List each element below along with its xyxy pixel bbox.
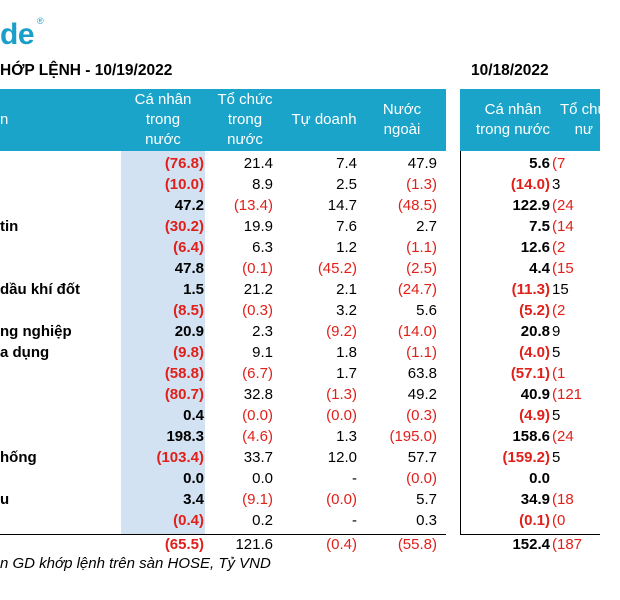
header-institution: Tổ chức trong nước [217, 91, 273, 148]
value-cell: 2.7 [416, 218, 437, 235]
value-cell: (14.0) [397, 323, 437, 340]
prev-value-cell: 5 [552, 344, 561, 361]
header-right [460, 89, 608, 151]
registered-mark: ® [37, 16, 44, 26]
value-cell: (48.5) [397, 197, 437, 214]
value-cell: 6.3 [252, 239, 273, 256]
prev-value-cell: 122.9 [512, 197, 550, 214]
table-row [0, 426, 600, 447]
value-cell: 12.0 [327, 449, 357, 466]
prev-value-cell: (14 [552, 218, 574, 235]
value-cell: (6.7) [242, 365, 273, 382]
header-proprietary: Tự doanh [291, 111, 357, 128]
value-cell: (9.2) [326, 323, 357, 340]
prev-value-cell: (2 [552, 239, 566, 256]
header-right-individual: Cá nhân trong nước [475, 101, 551, 138]
prev-value-cell: 15 [552, 281, 569, 298]
value-cell: 21.4 [243, 155, 273, 172]
value-cell: 7.6 [336, 218, 357, 235]
prev-value-cell [552, 468, 612, 489]
value-cell: (0.1) [242, 260, 273, 277]
value-cell: - [352, 512, 357, 529]
total-value: (55.8) [397, 536, 437, 553]
value-cell: 2.3 [252, 323, 273, 340]
prev-value-cell: 5 [552, 449, 561, 466]
table-row [0, 468, 600, 489]
table-row [0, 216, 600, 237]
value-cell: (0.0) [326, 407, 357, 424]
sector-label: hống [0, 449, 37, 466]
header-right-institution: Tổ chứ nư [560, 101, 608, 138]
value-cell: 5.6 [416, 302, 437, 319]
prev-value-cell: (4.9) [519, 407, 550, 424]
value-cell: 0.4 [183, 407, 204, 424]
prev-value-cell: 5.6 [529, 155, 550, 172]
prev-value-cell: (5.2) [519, 302, 550, 319]
prev-value-cell: 9 [552, 323, 561, 340]
value-cell: (103.4) [156, 449, 204, 466]
value-cell: 2.1 [336, 281, 357, 298]
value-cell: 198.3 [166, 428, 204, 445]
prev-value-cell: (4.0) [519, 344, 550, 361]
value-cell: (9.8) [173, 344, 204, 361]
value-cell: (10.0) [164, 176, 204, 193]
table-title-right: 10/18/2022 [471, 62, 549, 79]
table-row [0, 405, 600, 426]
table-row [0, 384, 600, 405]
sector-label: dầu khí đốt [0, 281, 80, 298]
value-cell: 47.2 [174, 197, 204, 214]
prev-value-cell: (1 [552, 365, 566, 382]
value-cell: (195.0) [389, 428, 437, 445]
value-cell: (45.2) [317, 260, 357, 277]
value-cell: 63.8 [407, 365, 437, 382]
table-row [0, 153, 600, 174]
value-cell: (0.4) [173, 512, 204, 529]
value-cell: 47.9 [407, 155, 437, 172]
header-individual: Cá nhân trong nước [134, 91, 192, 148]
prev-value-cell: (15 [552, 260, 574, 277]
value-cell: 14.7 [327, 197, 357, 214]
value-cell: 20.9 [174, 323, 204, 340]
prev-value-cell: 4.4 [529, 260, 550, 277]
value-cell: 47.8 [174, 260, 204, 277]
value-cell: (9.1) [242, 491, 273, 508]
value-cell: - [352, 470, 357, 487]
total-value: 121.6 [235, 536, 273, 553]
prev-value-cell: 34.9 [520, 491, 550, 508]
value-cell: 7.4 [336, 155, 357, 172]
value-cell: (0.0) [242, 407, 273, 424]
table-row [0, 258, 600, 279]
table-row [0, 237, 600, 258]
value-cell: (8.5) [173, 302, 204, 319]
table-row [0, 174, 600, 195]
sector-label: a dụng [0, 344, 50, 361]
prev-value-cell: (121 [552, 386, 583, 403]
total-value: (0.4) [326, 536, 357, 553]
table-row [0, 363, 600, 384]
value-cell: 0.0 [183, 470, 204, 487]
value-cell: (0.3) [242, 302, 273, 319]
sector-label: ng nghiệp [0, 323, 72, 340]
value-cell: (0.3) [406, 407, 437, 424]
value-cell: 2.5 [336, 176, 357, 193]
table-row [0, 279, 600, 300]
value-cell: (76.8) [164, 155, 204, 172]
prev-value-cell: (7 [552, 155, 566, 172]
value-cell: (1.3) [326, 386, 357, 403]
value-cell: (13.4) [233, 197, 273, 214]
table-row [0, 447, 600, 468]
prev-value-cell: (57.1) [510, 365, 550, 382]
value-cell: 9.1 [252, 344, 273, 361]
value-cell: 21.2 [243, 281, 273, 298]
prev-value-cell: (24 [552, 428, 574, 445]
prev-value-cell: 158.6 [512, 428, 550, 445]
value-cell: (1.3) [406, 176, 437, 193]
prev-value-cell: (11.3) [511, 281, 550, 298]
prev-value-cell: 0.0 [529, 470, 550, 487]
table-title-left: HỚP LỆNH - 10/19/2022 [0, 62, 173, 79]
value-cell: (80.7) [164, 386, 204, 403]
sector-label: tin [0, 218, 19, 235]
prev-value-cell: (2 [552, 302, 566, 319]
value-cell: 33.7 [243, 449, 273, 466]
prev-value-cell: (0 [552, 512, 566, 529]
table-row [0, 195, 600, 216]
value-cell: 1.8 [336, 344, 357, 361]
value-cell: 19.9 [243, 218, 273, 235]
value-cell: 8.9 [252, 176, 273, 193]
table-caption: n GD khớp lệnh trên sàn HOSE, Tỷ VND [0, 555, 271, 572]
value-cell: 57.7 [407, 449, 437, 466]
value-cell: (4.6) [242, 428, 273, 445]
value-cell: 1.7 [336, 365, 357, 382]
prev-value-cell: (0.1) [519, 512, 550, 529]
prev-value-cell: (14.0) [510, 176, 550, 193]
value-cell: (6.4) [173, 239, 204, 256]
prev-value-cell: (18 [552, 491, 574, 508]
prev-value-cell: 40.9 [520, 386, 550, 403]
prev-value-cell: 3 [552, 176, 561, 193]
prev-value-cell: 7.5 [529, 218, 550, 235]
totals-row [0, 534, 600, 555]
value-cell: 0.2 [252, 512, 273, 529]
prev-value-cell: 20.8 [520, 323, 550, 340]
value-cell: 0.0 [252, 470, 273, 487]
table-row [0, 342, 600, 363]
total-value: 152.4 [512, 536, 550, 553]
table-row [0, 321, 600, 342]
total-value: (187 [552, 536, 583, 553]
prev-value-cell: (24 [552, 197, 574, 214]
value-cell: (2.5) [406, 260, 437, 277]
value-cell: (58.8) [164, 365, 204, 382]
sector-label: u [0, 491, 10, 508]
prev-value-cell: 5 [552, 407, 561, 424]
value-cell: 32.8 [243, 386, 273, 403]
value-cell: (30.2) [164, 218, 204, 235]
header-left [0, 89, 446, 151]
table-row [0, 300, 600, 321]
value-cell: 1.3 [336, 428, 357, 445]
value-cell: (0.0) [406, 470, 437, 487]
value-cell: 49.2 [407, 386, 437, 403]
header-sector: n [0, 111, 9, 128]
prev-value-cell: (159.2) [502, 449, 550, 466]
header-foreign: Nước ngoài [382, 101, 422, 138]
table-row [0, 489, 600, 510]
value-cell: (1.1) [406, 239, 437, 256]
value-cell: 3.2 [336, 302, 357, 319]
brand-logo: de [0, 18, 35, 51]
total-value: (65.5) [164, 536, 204, 553]
value-cell: 1.2 [336, 239, 357, 256]
prev-value-cell: 12.6 [520, 239, 550, 256]
value-cell: (1.1) [406, 344, 437, 361]
value-cell: 1.5 [183, 281, 204, 298]
table-row [0, 510, 600, 531]
value-cell: (24.7) [397, 281, 437, 298]
value-cell: (0.0) [326, 491, 357, 508]
value-cell: 0.3 [416, 512, 437, 529]
value-cell: 3.4 [183, 491, 204, 508]
value-cell: 5.7 [416, 491, 437, 508]
